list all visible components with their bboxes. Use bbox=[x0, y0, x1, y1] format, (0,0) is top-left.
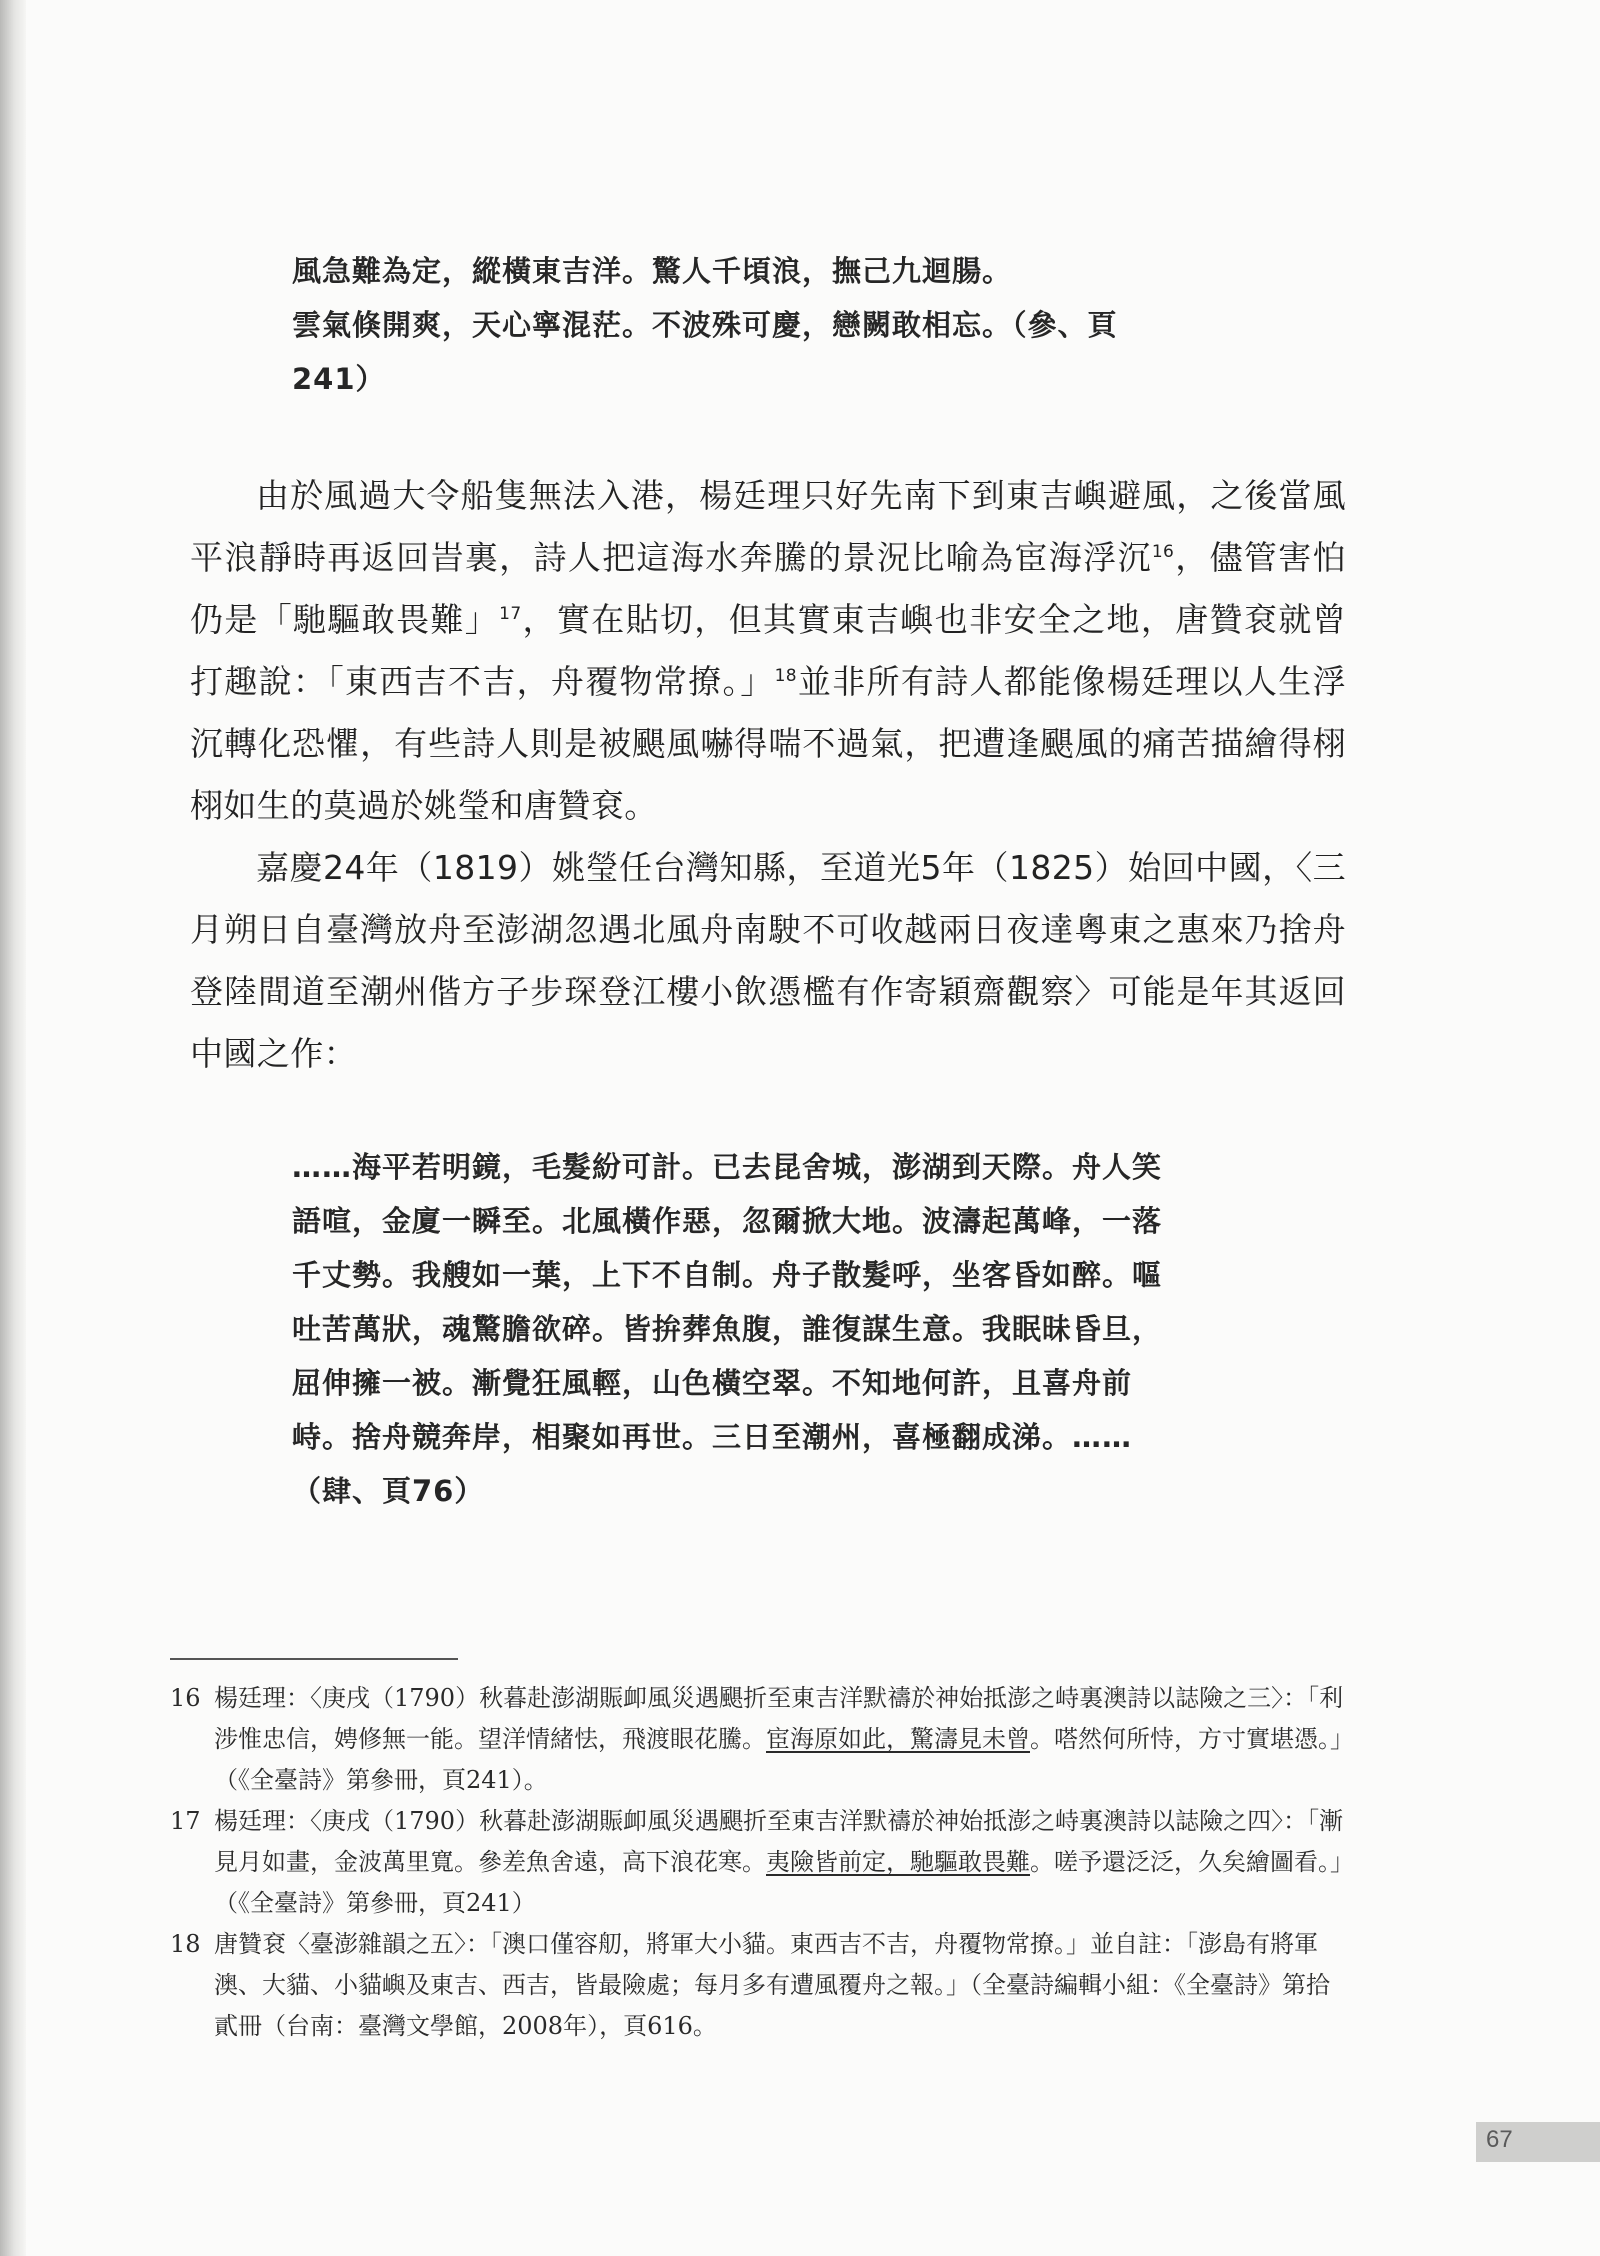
footnote-number: 18 bbox=[170, 1930, 201, 1958]
poem-line: ……海平若明鏡，毛髮紛可計。已去昆舍城，澎湖到天際。舟人笑 bbox=[292, 1150, 1163, 1184]
footnote-17: 17 楊廷理：〈庚戌（1790）秋暮赴澎湖賑卹風災遇颶折至東吉洋默禱於神始抵澎之峙裏澳詩以誌險之四〉：「漸見月如畫，金波萬里寬。參差魚舍遠，高下浪花寒。夷險皆前定，馳驅敢畏難。嗟予還泛泛，久矣繪圖看。」（《全臺詩》第參冊，頁241） bbox=[170, 1801, 1350, 1924]
footnote-16: 16 楊廷理：〈庚戌（1790）秋暮赴澎湖賑卹風災遇颶折至東吉洋默禱於神始抵澎之峙裏澳詩以誌險之三〉：「利涉惟忠信，娉修無一能。望洋情緒怯，飛渡眼花騰。宦海原如此，驚濤見未曾。嗒然何所恃，方寸實堪憑。」（《全臺詩》第參冊，頁241）。 bbox=[170, 1678, 1350, 1801]
poem-line: （肆、頁76） bbox=[292, 1474, 485, 1508]
footnote-number: 16 bbox=[170, 1684, 201, 1712]
footnote-divider bbox=[170, 1658, 458, 1660]
underlined-quote: 夷險皆前定，馳驅敢畏難 bbox=[766, 1848, 1030, 1876]
poem-line: 屈伸擁一被。漸覺狂風輕，山色橫空翠。不知地何許，且喜舟前 bbox=[292, 1366, 1133, 1400]
page-number-tab bbox=[1476, 2122, 1600, 2162]
page-number: 67 bbox=[1486, 2126, 1513, 2153]
page-gutter bbox=[0, 0, 26, 2256]
body-text bbox=[190, 465, 1346, 1085]
poem-line: 雲氣倏開爽，天心寧混茫。不波殊可慶，戀闕敢相忘。（參、頁 bbox=[292, 308, 1118, 342]
poem-line: 峙。捨舟競奔岸，相聚如再世。三日至潮州，喜極翻成涕。…… bbox=[292, 1420, 1133, 1454]
footnote-ref-16[interactable]: 16 bbox=[1151, 542, 1175, 562]
underlined-quote: 宦海原如此，驚濤見未曾 bbox=[766, 1725, 1030, 1753]
paragraph-2: 嘉慶24年（1819）姚瑩任台灣知縣，至道光5年（1825）始回中國，〈三月朔日自臺灣放舟至澎湖忽遇北風舟南駛不可收越兩日夜達粵東之惠來乃捨舟登陸間道至潮州偕方子步琛登江樓小飲憑檻有作寄穎齋觀察〉可能是年其返回中國之作： bbox=[190, 848, 1346, 1073]
poem-line: 241） bbox=[292, 362, 386, 396]
poem-quote-2 bbox=[292, 1140, 1338, 1518]
poem-line: 吐苦萬狀，魂驚膽欲碎。皆拚葬魚腹，誰復謀生意。我眠昧昏旦， bbox=[292, 1312, 1163, 1346]
poem-line: 風急難為定，縱橫東吉洋。驚人千頃浪，撫己九迴腸。 bbox=[292, 254, 1013, 288]
footnote-18: 18 唐贊袞〈臺澎雜韻之五〉：「澳口僅容舠，將軍大小貓。東西吉不吉，舟覆物常撩。」並自註：「澎島有將軍澳、大貓、小貓嶼及東吉、西吉，皆最險處；每月多有遭風覆舟之報。」（全臺詩編輯小組：《全臺詩》第拾貳冊（台南：臺灣文學館，2008年），頁616。 bbox=[170, 1924, 1350, 2047]
footnote-ref-17[interactable]: 17 bbox=[499, 604, 522, 624]
footnote-number: 17 bbox=[170, 1807, 201, 1835]
paragraph-1: 由於風過大令船隻無法入港，楊廷理只好先南下到東吉嶼避風，之後當風平浪靜時再返回旹裏，詩人把這海水奔騰的景況比喻為宦海浮沉$^{16}$，儘管害怕仍是「馳驅敢畏難」$^{17}$，實在貼切，但其實東吉嶼也非安全之地，唐贊袞就曾打趣說：「東西吉不吉，舟覆物常撩。」$^{18}$並非所有詩人都能像楊廷理以人生浮沉轉化恐懼，有些詩人則是被颶風嚇得喘不過氣，把遭逢颶風的痛苦描繪得栩栩如生的莫過於姚瑩和唐贊袞。 bbox=[190, 476, 1347, 825]
footnote-ref-18[interactable]: 18 bbox=[774, 666, 798, 686]
footnotes bbox=[170, 1678, 1350, 2047]
poem-quote-1 bbox=[292, 244, 1338, 406]
poem-line: 千丈勢。我艘如一葉，上下不自制。舟子散髮呼，坐客昏如醉。嘔 bbox=[292, 1258, 1163, 1292]
poem-line: 語喧，金廈一瞬至。北風橫作惡，忽爾掀大地。波濤起萬峰，一落 bbox=[292, 1204, 1163, 1238]
